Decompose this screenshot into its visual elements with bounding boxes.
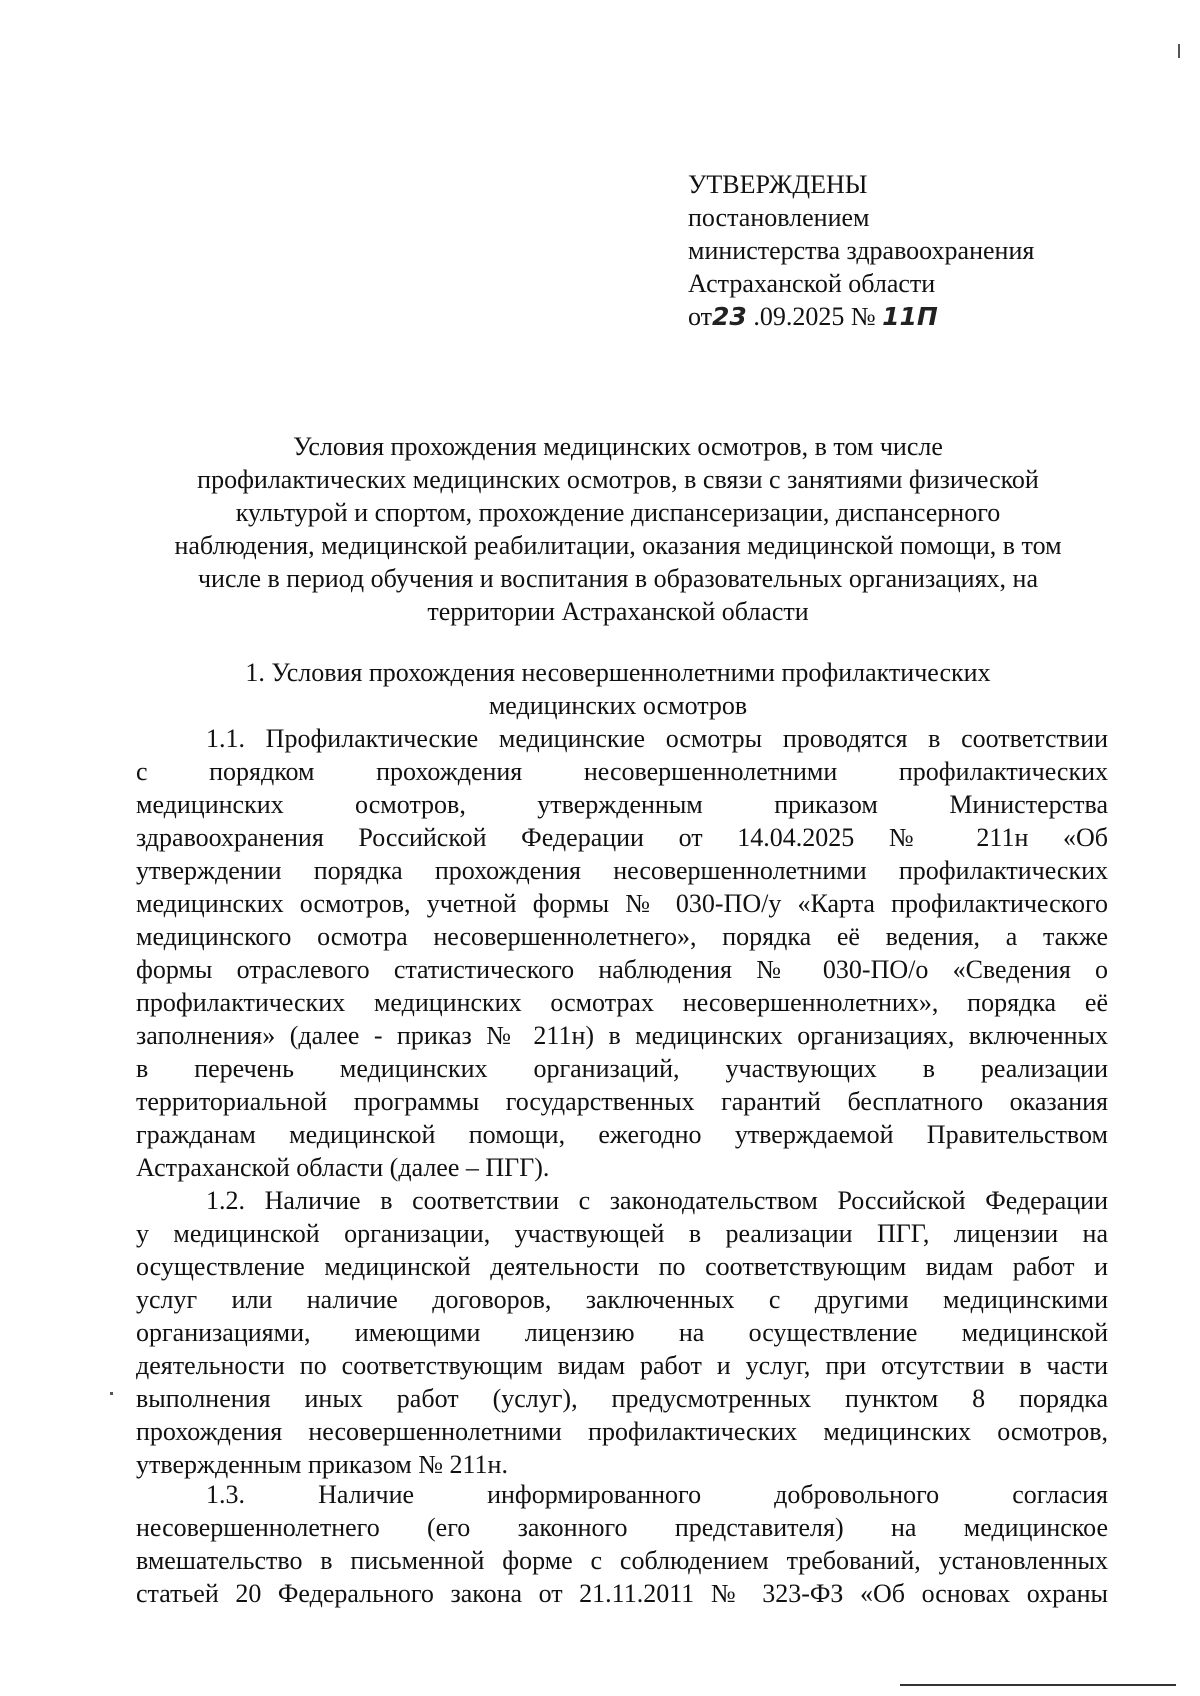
text-line: профилактических медицинских осмотрах несовершеннолетних», порядка её <box>136 988 1108 1017</box>
text-line: 1.1. Профилактические медицинские осмотры проводятся в соответствии <box>206 724 1108 753</box>
text-line: утверждении порядка прохождения несовершеннолетними профилактических <box>136 856 1108 885</box>
scan-edge-line <box>900 1684 1176 1686</box>
text-line: здравоохранения Российской Федерации от 14.04.2025 № 211н «Об <box>136 823 1108 852</box>
text-line: услуг или наличие договоров, заключенных с другими медицинскими <box>136 1285 1108 1314</box>
text-line: 1.3. Наличие информированного добровольного согласия <box>206 1480 1108 1509</box>
title-line: профилактических медицинских осмотров, в связи с занятиями физической <box>197 465 1039 494</box>
text-line: осуществление медицинской деятельности по соответствующим видам работ и <box>136 1252 1108 1281</box>
handwritten-number: 11П <box>882 302 938 331</box>
section-title-line: 1. Условия прохождения несовершеннолетними профилактических <box>245 658 991 687</box>
text-line: Астраханской области (далее – ПГГ). <box>136 1153 550 1182</box>
text-line: формы отраслевого статистического наблюдения № 030-ПО/о «Сведения о <box>136 955 1108 984</box>
text-line: организациями, имеющими лицензию на осуществление медицинской <box>136 1318 1108 1347</box>
approval-heading: УТВЕРЖДЕНЫ <box>688 170 868 199</box>
approval-line-1: постановлением <box>688 203 870 232</box>
section-title-line: медицинских осмотров <box>488 691 748 720</box>
paragraph-1-1 <box>136 722 1108 1184</box>
title-line: территории Астраханской области <box>427 597 809 626</box>
approval-line-3: Астраханской области <box>688 269 936 298</box>
paragraph-1-2 <box>136 1184 1108 1481</box>
section-1-title <box>128 656 1108 722</box>
approval-line-2: министерства здравоохранения <box>688 236 1035 265</box>
text-line: несовершеннолетнего (его законного представителя) на медицинское <box>136 1513 1108 1542</box>
text-line: территориальной программы государственных гарантий бесплатного оказания <box>136 1087 1108 1116</box>
text-line: в перечень медицинских организаций, участвующих в реализации <box>136 1054 1108 1083</box>
title-line: культурой и спортом, прохождение диспансеризации, диспансерного <box>235 498 1001 527</box>
text-line: с порядком прохождения несовершеннолетними профилактических <box>136 757 1108 786</box>
date-prefix: от <box>688 302 713 331</box>
text-line: медицинских осмотров, утвержденным приказом Министерства <box>136 790 1108 819</box>
text-line: у медицинской организации, участвующей в реализации ПГГ, лицензии на <box>136 1219 1108 1248</box>
text-line: утвержденным приказом № 211н. <box>136 1450 508 1479</box>
text-line: деятельности по соответствующим видам работ и услуг, при отсутствии в части <box>136 1351 1108 1380</box>
text-line: медицинских осмотров, учетной формы № 030-ПО/у «Карта профилактического <box>136 889 1108 918</box>
approval-date <box>688 300 1034 333</box>
approval-block <box>688 168 1034 333</box>
title-line: числе в период обучения и воспитания в образовательных организациях, на <box>197 564 1038 593</box>
handwritten-day: 23 <box>712 302 747 331</box>
date-rest: .09.2025 № <box>746 302 883 331</box>
scan-speck <box>1178 44 1180 58</box>
text-line: статьей 20 Федерального закона от 21.11.2011 № 323-ФЗ «Об основах охраны <box>136 1579 1108 1608</box>
text-line: 1.2. Наличие в соответствии с законодательством Российской Федерации <box>206 1186 1108 1215</box>
text-line: прохождения несовершеннолетними профилактических медицинских осмотров, <box>136 1417 1108 1446</box>
text-line: заполнения» (далее - приказ № 211н) в медицинских организациях, включенных <box>136 1021 1108 1050</box>
text-line: вмешательство в письменной форме с соблюдением требований, установленных <box>136 1546 1108 1575</box>
text-line: гражданам медицинской помощи, ежегодно утверждаемой Правительством <box>136 1120 1108 1149</box>
scan-speck <box>110 1392 113 1395</box>
text-line: выполнения иных работ (услуг), предусмотренных пунктом 8 порядка <box>136 1384 1108 1413</box>
title-line: наблюдения, медицинской реабилитации, оказания медицинской помощи, в том <box>174 531 1062 560</box>
title-line: Условия прохождения медицинских осмотров, в том числе <box>293 432 943 461</box>
text-line: медицинского осмотра несовершеннолетнего», порядка её ведения, а также <box>136 922 1108 951</box>
paragraph-1-3 <box>136 1478 1108 1610</box>
document-title <box>128 430 1108 628</box>
